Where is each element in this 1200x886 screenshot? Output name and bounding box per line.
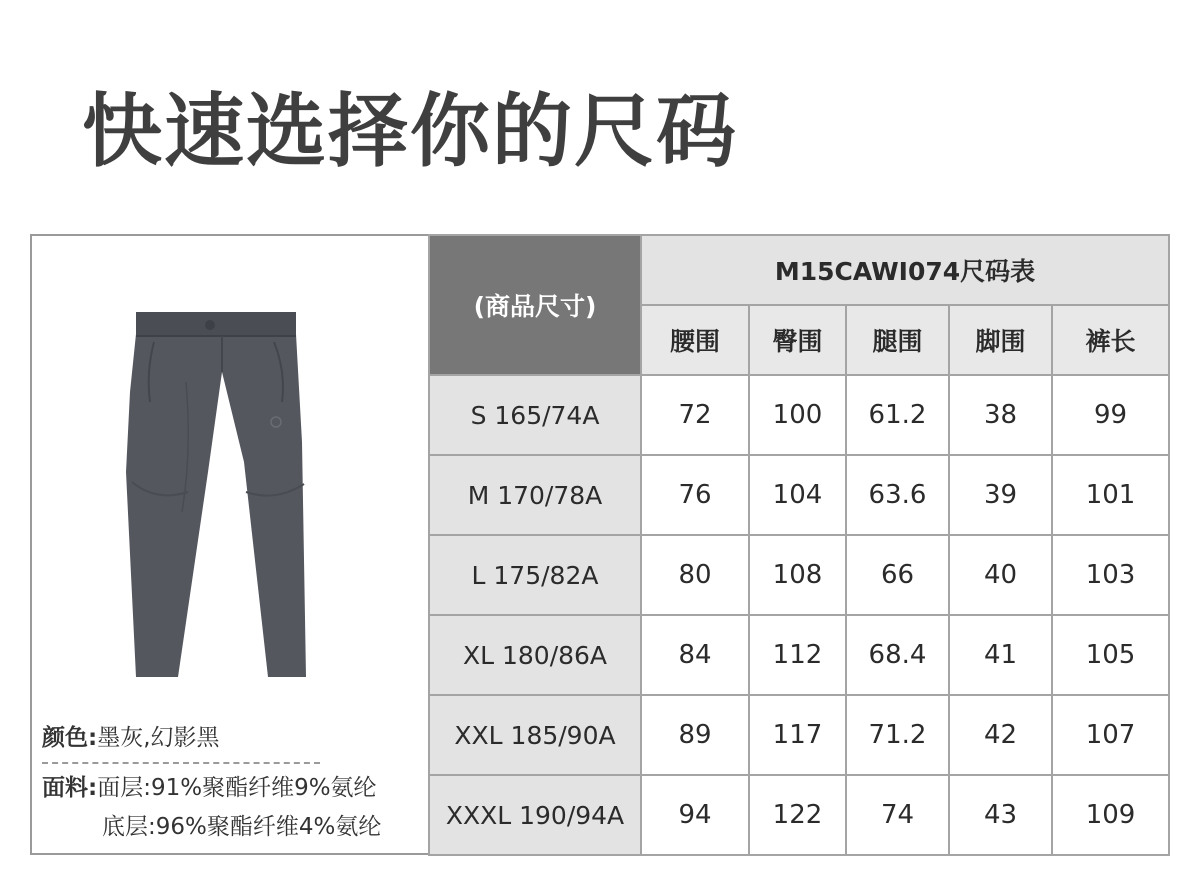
col-header-hip: 臀围 <box>749 305 846 375</box>
measurement-cell: 84 <box>641 615 749 695</box>
measurement-cell: 40 <box>949 535 1052 615</box>
measurement-cell: 41 <box>949 615 1052 695</box>
page-title: 快速选择你的尺码 <box>82 85 738 178</box>
col-header-thigh: 腿围 <box>846 305 949 375</box>
measurement-cell: 61.2 <box>846 375 949 455</box>
measurement-cell: 100 <box>749 375 846 455</box>
measurement-cell: 122 <box>749 775 846 855</box>
table-row <box>429 775 1169 855</box>
table-row <box>429 615 1169 695</box>
size-table <box>428 234 1170 856</box>
measurement-cell: 39 <box>949 455 1052 535</box>
size-label: S 165/74A <box>429 375 641 455</box>
col-header-hem: 脚围 <box>949 305 1052 375</box>
table-row <box>429 535 1169 615</box>
color-value: 墨灰,幻影黑 <box>97 725 220 751</box>
measurement-cell: 38 <box>949 375 1052 455</box>
col-header-waist: 腰围 <box>641 305 749 375</box>
measurement-cell: 63.6 <box>846 455 949 535</box>
measurement-cell: 74 <box>846 775 949 855</box>
measurement-cell: 107 <box>1052 695 1169 775</box>
size-label: L 175/82A <box>429 535 641 615</box>
pants-photo-icon <box>126 312 306 682</box>
measurement-cell: 105 <box>1052 615 1169 695</box>
measurement-cell: 68.4 <box>846 615 949 695</box>
size-label: M 170/78A <box>429 455 641 535</box>
size-label: XXXL 190/94A <box>429 775 641 855</box>
size-header-corner: (商品尺寸) <box>429 235 641 375</box>
measurement-cell: 112 <box>749 615 846 695</box>
table-row <box>429 695 1169 775</box>
fabric-inner-layer: 底层:96%聚酯纤维4%氨纶 <box>102 814 382 840</box>
measurement-cell: 117 <box>749 695 846 775</box>
col-header-length: 裤长 <box>1052 305 1169 375</box>
product-info-panel <box>30 234 428 855</box>
fabric-info <box>42 769 377 802</box>
measurement-cell: 109 <box>1052 775 1169 855</box>
measurement-cell: 66 <box>846 535 949 615</box>
measurement-cell: 99 <box>1052 375 1169 455</box>
color-label: 颜色: <box>42 725 98 751</box>
table-row <box>429 375 1169 455</box>
measurement-cell: 89 <box>641 695 749 775</box>
size-label: XXL 185/90A <box>429 695 641 775</box>
size-label: XL 180/86A <box>429 615 641 695</box>
color-info <box>42 719 220 752</box>
measurement-cell: 101 <box>1052 455 1169 535</box>
measurement-cell: 76 <box>641 455 749 535</box>
measurement-cell: 104 <box>749 455 846 535</box>
fabric-outer-layer: 面层:91%聚酯纤维9%氨纶 <box>97 775 377 801</box>
table-title: M15CAWI074尺码表 <box>641 235 1169 305</box>
measurement-cell: 80 <box>641 535 749 615</box>
fabric-label: 面料: <box>42 775 98 801</box>
measurement-cell: 43 <box>949 775 1052 855</box>
divider <box>42 762 320 764</box>
measurement-cell: 72 <box>641 375 749 455</box>
measurement-cell: 42 <box>949 695 1052 775</box>
table-row <box>429 455 1169 535</box>
measurement-cell: 103 <box>1052 535 1169 615</box>
measurement-cell: 108 <box>749 535 846 615</box>
measurement-cell: 71.2 <box>846 695 949 775</box>
measurement-cell: 94 <box>641 775 749 855</box>
